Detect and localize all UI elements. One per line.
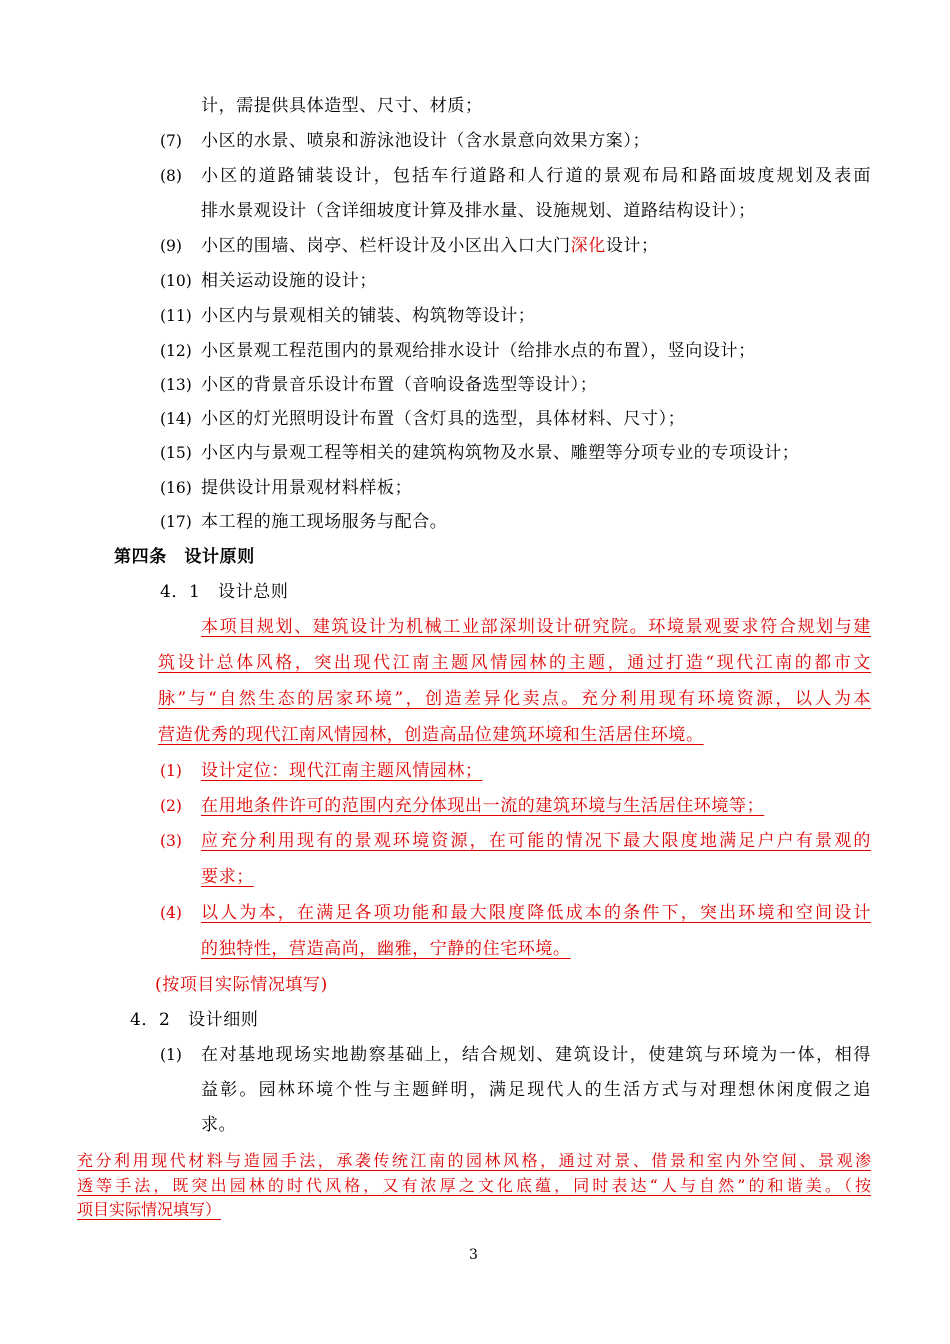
red-paragraph-line: 筑设计总体风格，突出现代江南主题风情园林的主题，通过打造“现代江南的都市文	[158, 653, 871, 673]
red-paragraph-line: 项目实际情况填写）	[77, 1200, 222, 1219]
list-item-text-continuation: 排水景观设计（含详细坡度计算及排水量、设施规划、道路结构设计）；	[201, 201, 756, 221]
list-item-text: 小区的道路铺装设计，包括车行道路和人行道的景观布局和路面坡度规划及表面	[201, 166, 871, 186]
list-item-number: (9)	[160, 237, 182, 255]
subsection-title: 4．2 设计细则	[130, 1010, 259, 1030]
list-item-text: 小区景观工程范围内的景观给排水设计（给排水点的布置），竖向设计；	[201, 341, 756, 361]
list-item-text: 小区内与景观相关的铺装、构筑物等设计；	[201, 306, 536, 326]
list-item-number: (13)	[160, 376, 192, 394]
red-list-item-text: 的独特性，营造高尚，幽雅，宁静的住宅环境。	[201, 939, 571, 959]
list-item-number: (1)	[160, 762, 182, 780]
list-item-number: (14)	[160, 410, 192, 428]
list-item-6-continuation: 计，需提供具体造型、尺寸、材质；	[201, 96, 483, 116]
list-item-text: 在对基地现场实地勘察基础上，结合规划、建筑设计，使建筑与环境为一体，相得	[201, 1045, 871, 1065]
subsection-title: 4．1 设计总则	[160, 582, 289, 602]
list-item-number: (10)	[160, 272, 192, 290]
list-item-text-continuation: 求。	[201, 1115, 237, 1135]
list-item-text: 小区的水景、喷泉和游泳池设计（含水景意向效果方案）；	[201, 131, 651, 151]
list-item-number: (7)	[160, 132, 182, 150]
red-list-item-text: 应充分利用现有的景观环境资源，在可能的情况下最大限度地满足户户有景观的	[201, 831, 871, 851]
list-item-number: (16)	[160, 479, 192, 497]
list-item-number: (17)	[160, 513, 192, 531]
list-item-number: (12)	[160, 342, 192, 360]
list-item-number: (11)	[160, 307, 192, 325]
list-item-number: (1)	[160, 1046, 182, 1064]
red-list-item-text: 要求；	[201, 867, 254, 887]
red-list-item-text: 设计定位：现代江南主题风情园林；	[201, 761, 483, 781]
list-item-text	[201, 235, 659, 257]
list-item-number: (3)	[160, 832, 182, 850]
list-item-text-part: 设计；	[605, 236, 659, 256]
red-paragraph-line: 脉”与“自然生态的居家环境”，创造差异化卖点。充分利用现有环境资源，以人为本	[158, 689, 871, 709]
page-number: 3	[469, 1247, 478, 1263]
list-item-text-part: 小区的围墙、岗亭、栏杆设计及小区出入口大门	[201, 236, 571, 256]
fill-in-note: (按项目实际情况填写)	[155, 975, 328, 995]
section-heading: 第四条 设计原则	[114, 547, 255, 567]
list-item-number: (15)	[160, 444, 192, 462]
list-item-text: 小区的灯光照明设计布置（含灯具的选型，具体材料、尺寸）；	[201, 409, 686, 429]
list-item-number: (8)	[160, 167, 182, 185]
list-item-number: (2)	[160, 797, 182, 815]
list-item-text: 提供设计用景观材料样板；	[201, 478, 413, 498]
list-item-text: 本工程的施工现场服务与配合。	[201, 512, 448, 532]
red-paragraph-line: 本项目规划、建筑设计为机械工业部深圳设计研究院。环境景观要求符合规划与建	[201, 617, 871, 637]
list-item-text: 相关运动设施的设计；	[201, 271, 377, 291]
red-paragraph-line: 充分利用现代材料与造园手法，承袭传统江南的园林风格，通过对景、借景和室内外空间、景观渗	[77, 1151, 871, 1170]
red-list-item-text: 在用地条件许可的范围内充分体现出一流的建筑环境与生活居住环境等；	[201, 796, 765, 816]
list-item-text: 小区的背景音乐设计布置（音响设备选型等设计）；	[201, 375, 598, 395]
list-item-text-continuation: 益彰。园林环境个性与主题鲜明，满足现代人的生活方式与对理想休闲度假之追	[201, 1080, 871, 1100]
red-paragraph-line: 营造优秀的现代江南风情园林，创造高品位建筑环境和生活居住环境。	[158, 725, 704, 745]
red-list-item-text: 以人为本，在满足各项功能和最大限度降低成本的条件下，突出环境和空间设计	[201, 903, 871, 923]
revision-highlight-text: 深化	[570, 236, 606, 256]
red-paragraph-line: 透等手法，既突出园林的时代风格，又有浓厚之文化底蕴，同时表达“人与自然”的和谐美。（按	[77, 1176, 871, 1195]
list-item-number: (4)	[160, 904, 182, 922]
list-item-text: 小区内与景观工程等相关的建筑构筑物及水景、雕塑等分项专业的专项设计；	[201, 443, 800, 463]
